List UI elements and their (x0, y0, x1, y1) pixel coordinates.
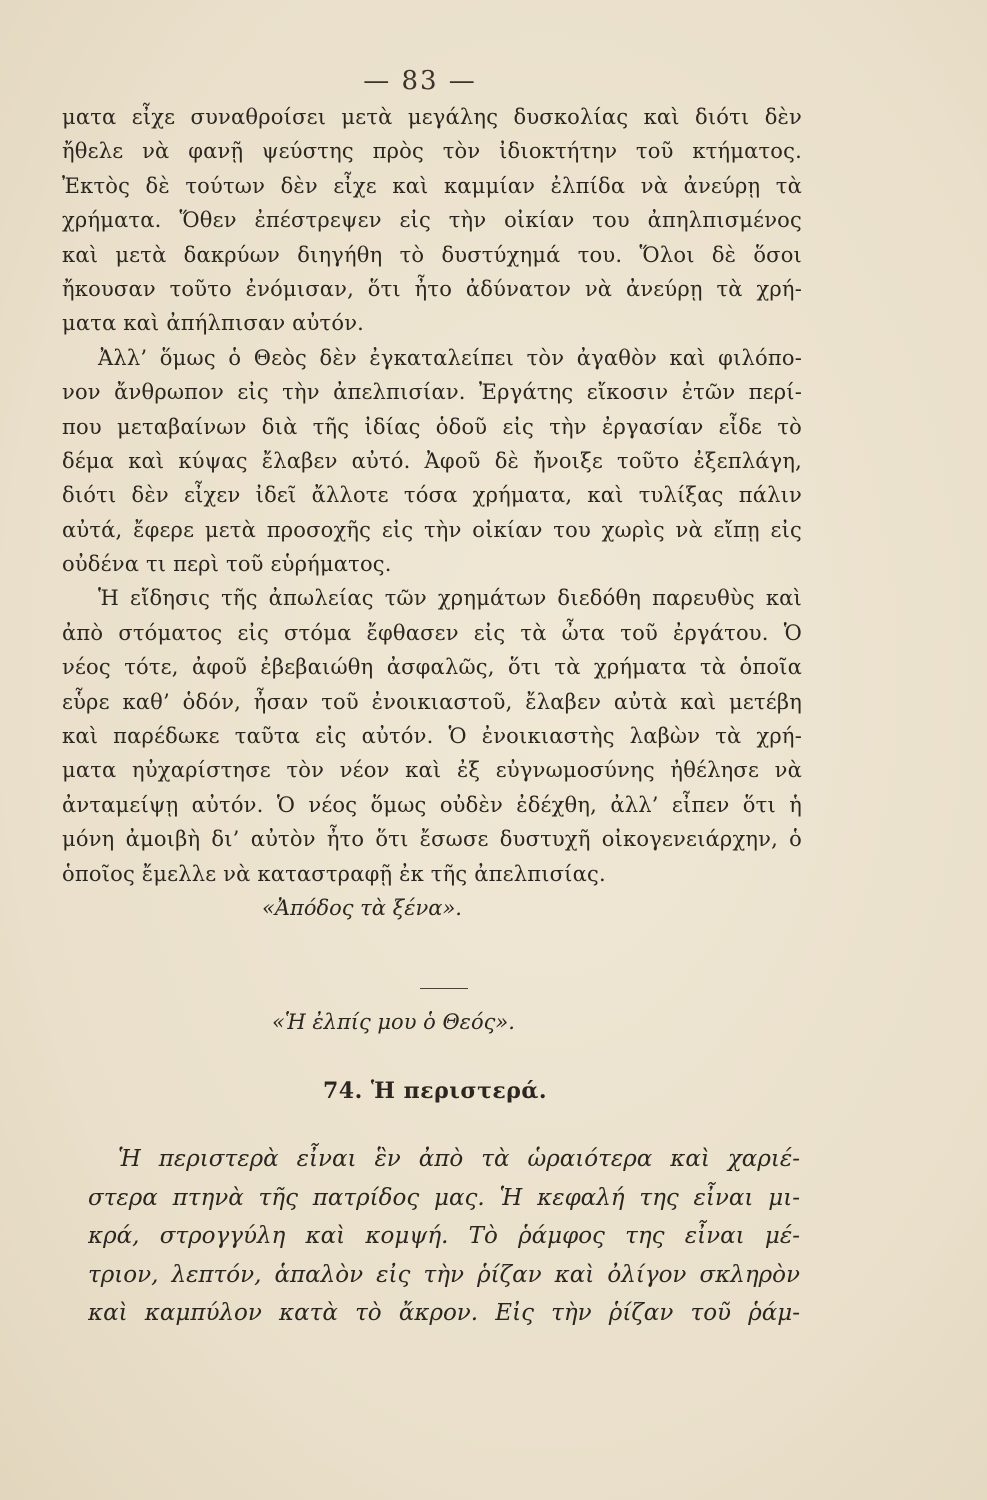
page-number: — 83 — (363, 66, 477, 96)
text-line: ματα εἶχε συναθροίσει μετὰ μεγάλης δυσκολίας καὶ διότι δὲν (62, 105, 802, 129)
text-line: ὁποῖος ἔμελλε νὰ καταστραφῇ ἐκ τῆς ἀπελπισίας. (62, 861, 606, 886)
text-line: ἀνταμείψῃ αὐτόν. Ὁ νέος ὅμως οὐδὲν ἐδέχθη, ἀλλ’ εἶπεν ὅτι ἡ (62, 792, 802, 817)
text-line: που μεταβαίνων διὰ τῆς ἰδίας ὁδοῦ εἰς τὴν ἐργασίαν εἶδε τὸ (62, 414, 802, 439)
text-line: Ἀλλ’ ὅμως ὁ Θεὸς δὲν ἐγκαταλείπει τὸν ἀγαθὸν καὶ φιλόπο- (98, 345, 802, 370)
text-line: εὗρε καθ’ ὁδόν, ἦσαν τοῦ ἐνοικιαστοῦ, ἔλαβεν αὐτὰ καὶ μετέβη (62, 689, 802, 714)
text-line: διότι δὲν εἶχεν ἰδεῖ ἄλλοτε τόσα χρήματα, καὶ τυλίξας πάλιν (62, 483, 802, 508)
body-text (62, 100, 802, 925)
text-line: καὶ παρέδωκε ταῦτα εἰς αὐτόν. Ὁ ἐνοικιαστὴς λαβὼν τὰ χρή- (62, 724, 802, 749)
quote-line: «Ἀπόδος τὰ ξένα». (262, 895, 462, 920)
text-line: αὐτά, ἔφερε μετὰ προσοχῆς εἰς τὴν οἰκίαν του χωρὶς νὰ εἴπῃ εἰς (62, 517, 802, 542)
text-line: νέος τότε, ἀφοῦ ἐβεβαιώθη ἀσφαλῶς, ὅτι τὰ χρήματα τὰ ὁποῖα (62, 655, 802, 680)
text-line: νον ἄνθρωπον εἰς τὴν ἀπελπισίαν. Ἐργάτης εἴκοσιν ἐτῶν περί- (62, 380, 802, 405)
section-heading: 74. Ἡ περιστερά. (322, 1078, 548, 1104)
divider-rule (420, 988, 468, 989)
text-line: Ἐκτὸς δὲ τούτων δὲν εἶχε καὶ καμμίαν ἐλπίδα νὰ ἀνεύρῃ τὰ (62, 173, 802, 198)
text-line: καὶ καμπύλον κατὰ τὸ ἄκρον. Εἰς τὴν ῥίζαν τοῦ ῥάμ- (88, 1300, 800, 1326)
quote-line: «Ἡ ἐλπίς μου ὁ Θεός». (272, 1010, 515, 1034)
text-line: οὐδένα τι περὶ τοῦ εὑρήματος. (62, 552, 392, 577)
text-line: Ἡ περιστερὰ εἶναι ἓν ἀπὸ τὰ ὡραιότερα καὶ χαριέ- (118, 1146, 800, 1172)
text-line: ἀπὸ στόματος εἰς στόμα ἔφθασεν εἰς τὰ ὦτα τοῦ ἐργάτου. Ὁ (62, 620, 802, 645)
text-line: ματα καὶ ἀπήλπισαν αὐτόν. (62, 311, 365, 336)
text-line: καὶ μετὰ δακρύων διηγήθη τὸ δυστύχημά του. Ὅλοι δὲ ὅσοι (62, 242, 802, 267)
text-line: ἤκουσαν τοῦτο ἐνόμισαν, ὅτι ἦτο ἀδύνατον νὰ ἀνεύρῃ τὰ χρή- (62, 276, 802, 301)
text-line: χρήματα. Ὅθεν ἐπέστρεψεν εἰς τὴν οἰκίαν του ἀπηλπισμένος (62, 208, 802, 233)
text-line: ματα ηὐχαρίστησε τὸν νέον καὶ ἐξ εὐγνωμοσύνης ἠθέλησε νὰ (62, 758, 802, 783)
text-line: τριον, λεπτόν, ἁπαλὸν εἰς τὴν ῥίζαν καὶ ὀλίγον σκληρὸν (88, 1261, 800, 1288)
text-line: δέμα καὶ κύψας ἔλαβεν αὐτό. Ἀφοῦ δὲ ἤνοιξε τοῦτο ἐξεπλάγη, (62, 448, 802, 473)
italic-paragraph (88, 1140, 800, 1333)
text-line: Ἡ εἴδησις τῆς ἀπωλείας τῶν χρημάτων διεδόθη παρευθὺς καὶ (98, 586, 802, 611)
text-line: στερα πτηνὰ τῆς πατρίδος μας. Ἡ κεφαλή της εἶναι μι- (88, 1184, 800, 1211)
text-line: κρά, στρογγύλη καὶ κομψή. Τὸ ῥάμφος της εἶναι μέ- (88, 1223, 800, 1249)
text-line: ἤθελε νὰ φανῇ ψεύστης πρὸς τὸν ἰδιοκτήτην τοῦ κτήματος. (62, 139, 802, 164)
text-line: μόνη ἀμοιβὴ δι’ αὐτὸν ἦτο ὅτι ἔσωσε δυστυχῆ οἰκογενειάρχην, ὁ (62, 827, 802, 852)
